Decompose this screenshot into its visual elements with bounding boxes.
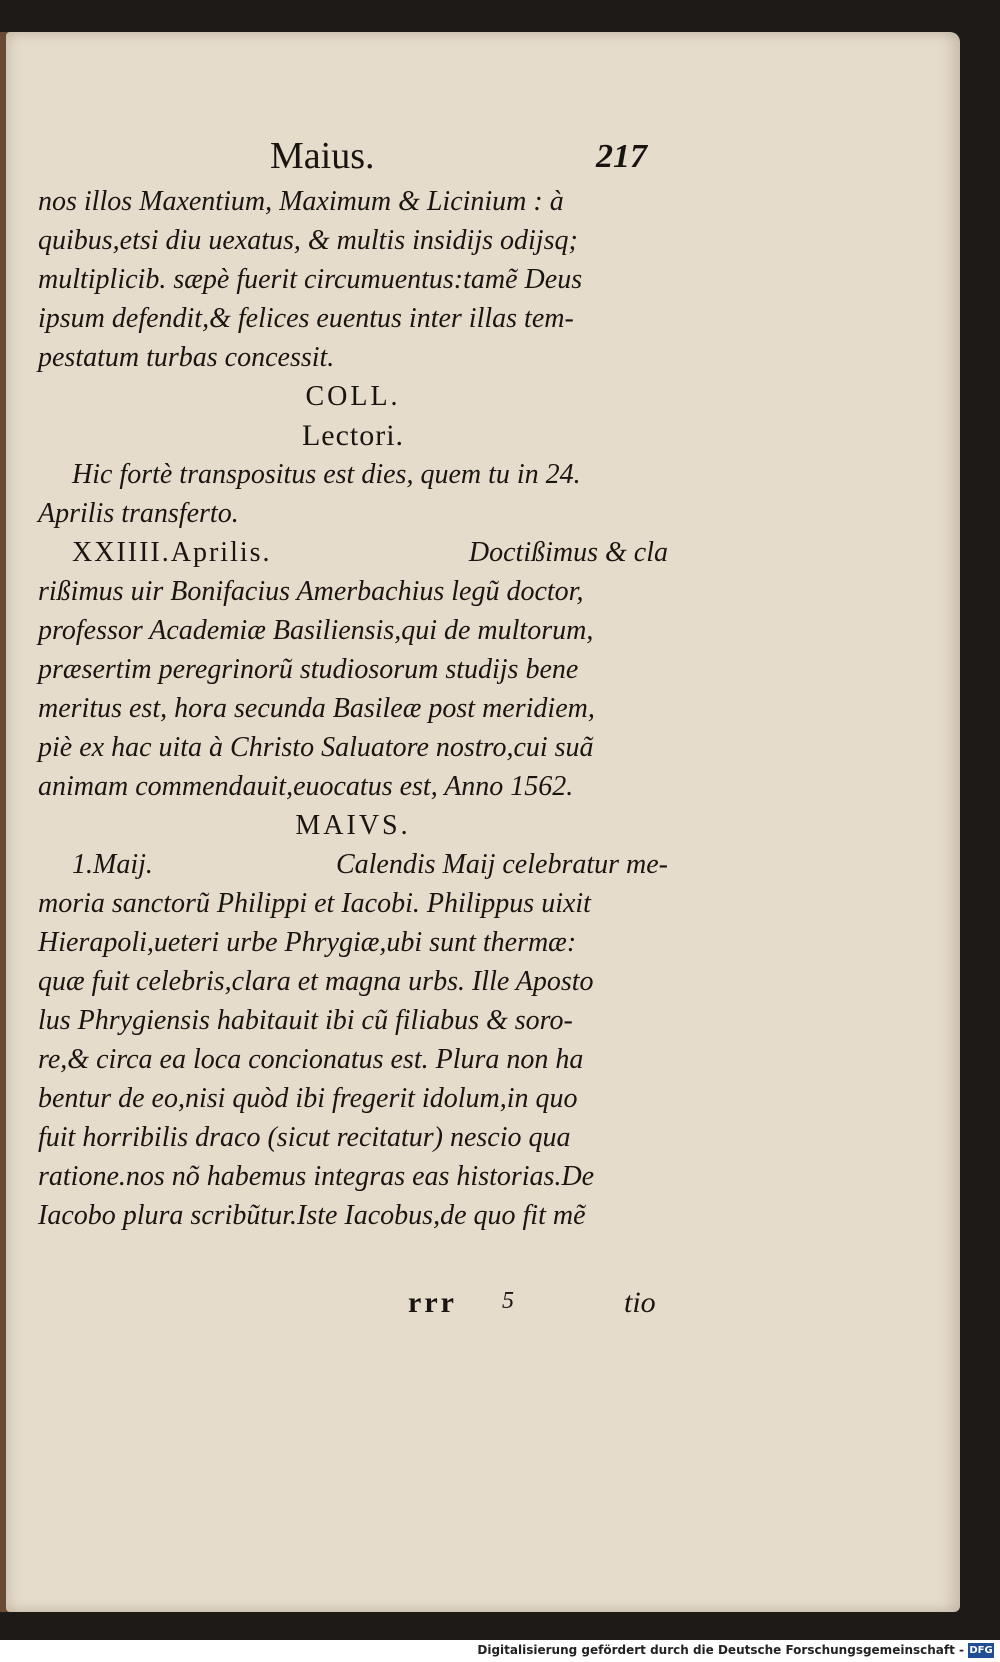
text-line: professor Academiæ Basiliensis,qui de multorum, <box>38 615 594 646</box>
text-line: ratione.nos nõ habemus integras eas historias.De <box>38 1161 595 1192</box>
text-line: bentur de eo,nisi quòd ibi fregerit idolum,in quo <box>38 1083 578 1114</box>
text-line: Aprilis transferto. <box>38 498 239 529</box>
text-line: Hic fortè transpositus est dies, quem tu in 24. <box>72 459 581 490</box>
signature-mark: rrr <box>408 1286 457 1319</box>
text-line: ipsum defendit,& felices euentus inter illas tem- <box>38 303 574 334</box>
text-line: re,& circa ea loca concionatus est. Plura non ha <box>38 1044 584 1075</box>
text-line: multiplicib. sæpè fuerit circumuentus:tamẽ Deus <box>38 264 583 295</box>
page-header <box>0 134 1000 184</box>
signature-line <box>0 1286 1000 1326</box>
entry-april-opening: Doctißimus & cla <box>468 537 668 568</box>
text-line: lus Phrygiensis habitauit ibi cũ filiabus & soro- <box>38 1005 573 1036</box>
text-line: fuit horribilis draco (sicut recitatur) nescio qua <box>38 1122 571 1153</box>
text-line: quæ fuit celebris,clara et magna urbs. Ille Aposto <box>38 966 594 997</box>
signature-number: 5 <box>502 1288 514 1314</box>
section-heading-lectori: Lectori. <box>301 419 405 452</box>
text-line: quibus,etsi diu uexatus, & multis insidijs odijsq; <box>38 225 578 256</box>
text-line: rißimus uir Bonifacius Amerbachius legũ doctor, <box>38 576 584 607</box>
running-head: Maius. <box>270 135 375 177</box>
text-line: nos illos Maxentium, Maximum & Licinium : à <box>38 186 564 217</box>
date-label-may: 1.Maij. <box>72 849 153 880</box>
text-line: præsertim peregrinorũ studiosorum studijs bene <box>38 654 579 685</box>
entry-may-first-line <box>38 845 668 884</box>
text-line: Hierapoli,ueteri urbe Phrygiæ,ubi sunt thermæ: <box>38 927 577 958</box>
text-line: pestatum turbas concessit. <box>38 342 335 373</box>
entry-april-first-line <box>38 533 668 572</box>
funding-credit: Digitalisierung gefördert durch die Deutsche Forschungsgemeinschaft - <box>477 1643 964 1657</box>
month-heading: MAIVS. <box>295 810 411 841</box>
section-heading-coll: COLL. <box>305 381 401 412</box>
date-label-april: XXIIII.Aprilis. <box>72 537 272 568</box>
text-line: animam commendauit,euocatus est, Anno 1562. <box>38 771 574 802</box>
footer-bar <box>0 1640 1000 1662</box>
text-line: piè ex hac uita à Christo Saluatore nostro,cui suã <box>38 732 594 763</box>
entry-may-opening: Calendis Maij celebratur me- <box>335 849 668 880</box>
text-block <box>38 182 668 1235</box>
text-line: moria sanctorũ Philippi et Iacobi. Philippus uixit <box>38 888 591 919</box>
text-line: Iacobo plura scribũtur.Iste Iacobus,de quo fit mẽ <box>38 1200 586 1231</box>
catchword: tio <box>624 1286 656 1319</box>
dfg-logo-icon: DFG <box>969 1645 993 1656</box>
text-line: meritus est, hora secunda Basileæ post meridiem, <box>38 693 595 724</box>
folio-number: 217 <box>596 138 647 175</box>
